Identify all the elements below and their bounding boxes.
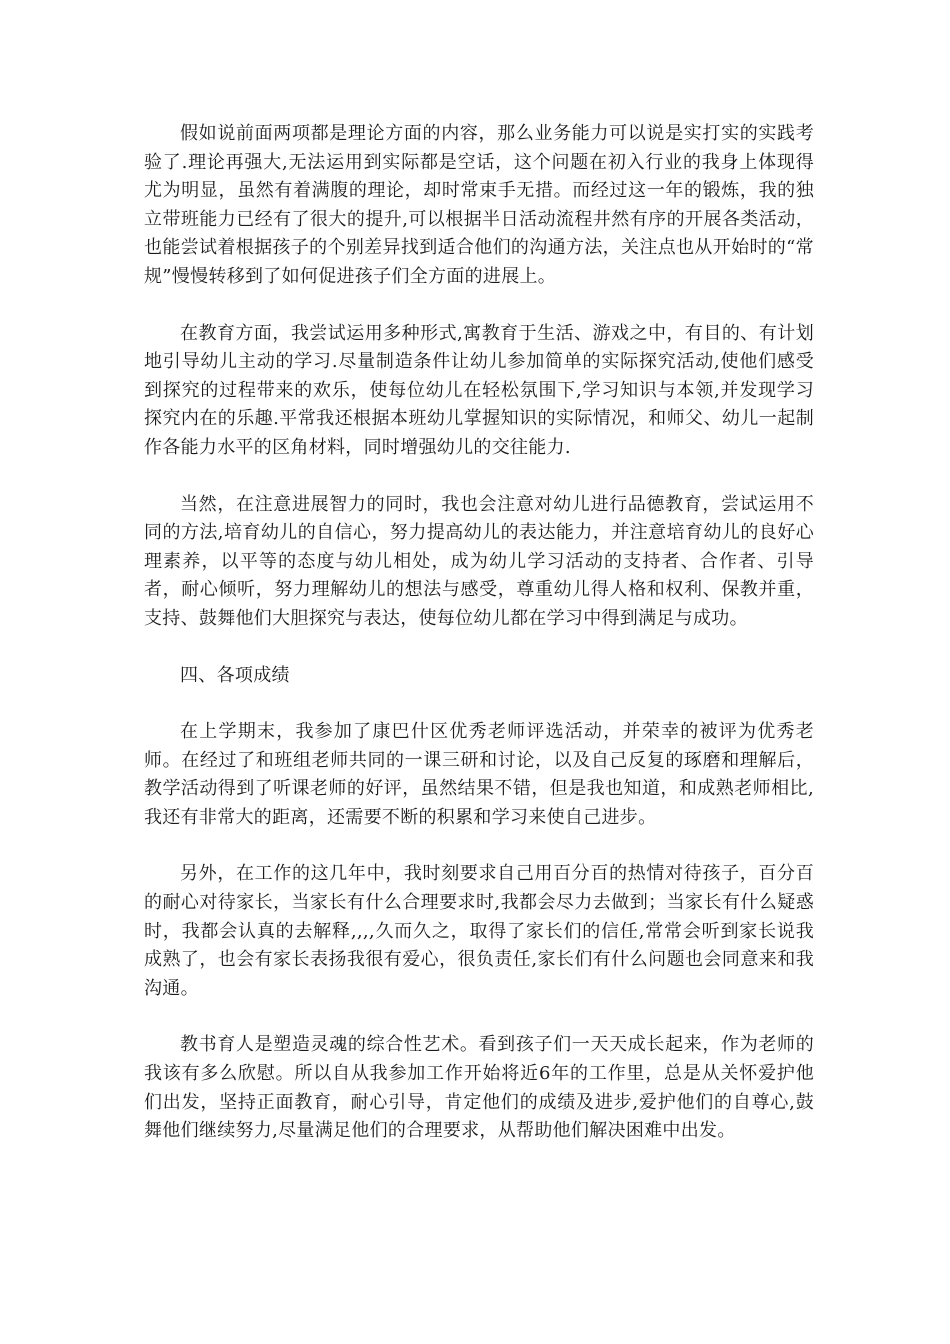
paragraph-moral-education: 当然，在注意进展智力的同时，我也会注意对幼儿进行品德教育，尝试运用不同的方法,培育幼儿的自信心，努力提高幼儿的表达能力，并注意培育幼儿的良好心理素养，以平等的态度与幼儿相处，成为幼儿学习活动的支持者、合作者、引导者，耐心倾听，努力理解幼儿的想法与感受，尊重幼儿得人格和权利、保教并重，支持、鼓舞他们大胆探究与表达，使每位幼儿都在学习中得到满足与成功。	[144, 493, 814, 629]
paragraph-excellent-teacher: 在上学期末，我参加了康巴什区优秀老师评选活动，并荣幸的被评为优秀老师。在经过了和班组老师共同的一课三研和讨论，以及自己反复的琢磨和理解后，教学活动得到了听课老师的好评，虽然结果不错，但是我也知道，和成熟老师相比,我还有非常大的距离，还需要不断的积累和学习来使自己进步。	[144, 721, 814, 828]
section-heading-achievements: 四、各项成绩	[180, 664, 290, 686]
paragraph-education: 在教育方面，我尝试运用多种形式,寓教育于生活、游戏之中，有目的、有计划地引导幼儿主动的学习.尽量制造条件让幼儿参加简单的实际探究活动,使他们感受到探究的过程带来的欢乐，使每位幼儿在轻松氛围下,学习知识与本领,并发现学习探究内在的乐趣.平常我还根据本班幼儿掌握知识的实际情况，和师父、幼儿一起制作各能力水平的区角材料，同时增强幼儿的交往能力.	[144, 322, 814, 458]
document-body	[144, 120, 814, 1174]
paragraph-teaching: 教书育人是塑造灵魂的综合性艺术。看到孩子们一天天成长起来，作为老师的我该有多么欣慰。所以自从我参加工作开始将近6年的工作里，总是从关怀爱护他们出发，坚持正面教育，耐心引导，肯定他们的成绩及进步,爱护他们的自尊心,鼓舞他们继续努力,尽量满足他们的合理要求，从帮助他们解决困难中出发。	[144, 1034, 814, 1142]
paragraph-parents: 另外，在工作的这几年中，我时刻要求自己用百分百的热情对待孩子，百分百的耐心对待家长，当家长有什么合理要求时,我都会尽力去做到；当家长有什么疑惑时，我都会认真的去解释,,,,久而久之，取得了家长们的信任,常常会听到家长说我成熟了，也会有家长表扬我很有爱心，很负责任,家长们有什么问题也会同意来和我沟通。	[144, 863, 814, 999]
paragraph-business-ability: 假如说前面两项都是理论方面的内容，那么业务能力可以说是实打实的实践考验了.理论再强大,无法运用到实际都是空话，这个问题在初入行业的我身上体现得尤为明显，虽然有着满腹的理论，却时常束手无措。而经过这一年的锻炼，我的独立带班能力已经有了很大的提升,可以根据半日活动流程井然有序的开展各类活动，也能尝试着根据孩子的个别差异找到适合他们的沟通方法，关注点也从开始时的“常规”慢慢转移到了如何促进孩子们全方面的进展上。	[144, 123, 814, 287]
